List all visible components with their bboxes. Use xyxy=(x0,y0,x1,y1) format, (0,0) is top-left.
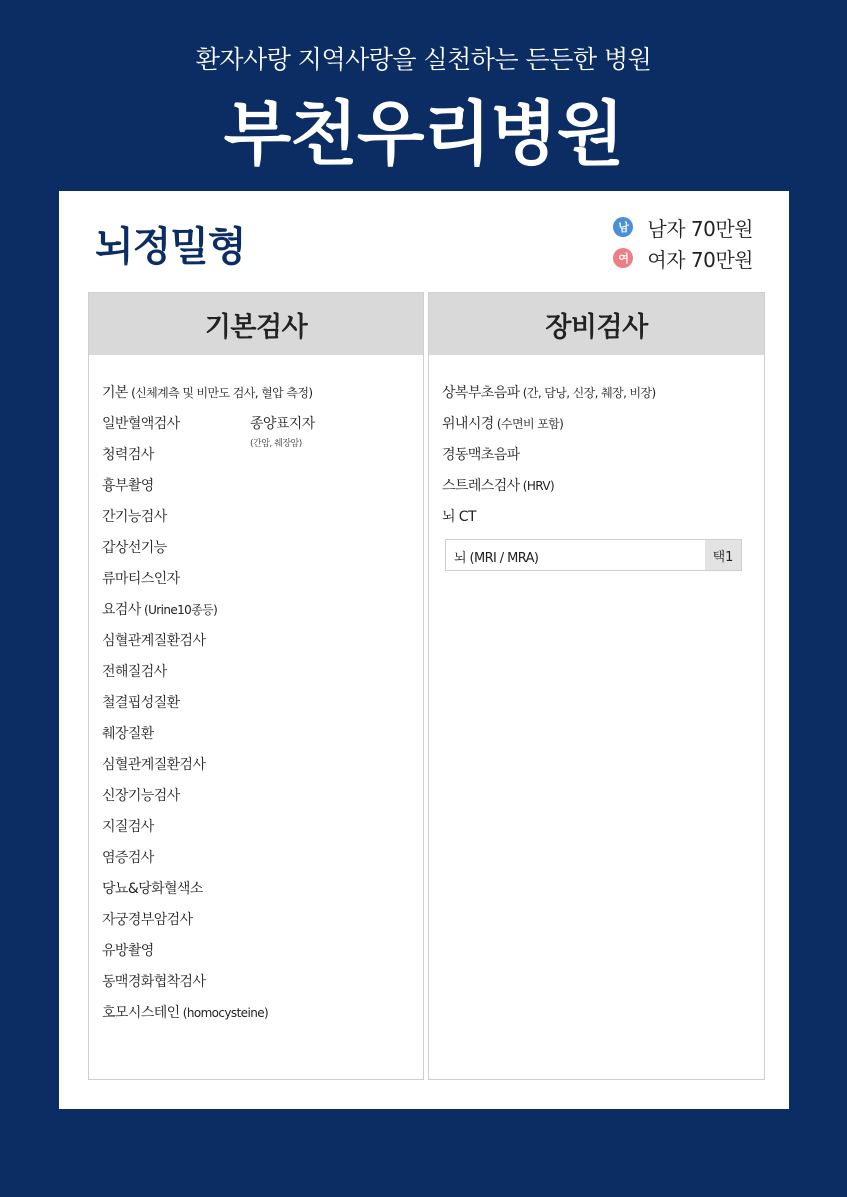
list-item xyxy=(102,1002,268,1022)
price-female xyxy=(613,245,753,271)
list-item xyxy=(102,630,205,650)
list-item-main: 일반혈액검사 xyxy=(102,416,180,432)
choice-tag: 택1 xyxy=(705,540,741,570)
male-badge-icon: 남 xyxy=(613,217,633,237)
list-item xyxy=(102,661,167,681)
list-item xyxy=(102,785,180,805)
list-item-main: 심혈관계질환검사 xyxy=(102,633,206,649)
price-female-label: 여자 70만원 xyxy=(647,247,753,272)
list-item xyxy=(102,382,312,402)
list-item-sub: (HRV) xyxy=(519,479,555,493)
list-item xyxy=(102,847,154,867)
list-item xyxy=(102,723,154,743)
list-item xyxy=(102,878,203,898)
list-item-main: 췌장질환 xyxy=(102,726,154,742)
list-item xyxy=(102,568,180,588)
list-item-main: 지질검사 xyxy=(102,819,154,835)
list-item-sub: (Urine10종등) xyxy=(140,603,218,617)
female-badge-icon: 여 xyxy=(613,248,633,268)
list-item xyxy=(102,444,154,464)
list-item-main: 심혈관계질환검사 xyxy=(102,757,206,773)
list-item xyxy=(102,537,167,557)
price-male xyxy=(613,214,753,240)
list-item-main: 동맥경화협착검사 xyxy=(102,974,206,990)
basic-exam-panel xyxy=(88,292,424,1080)
hospital-name: 부천우리병원 xyxy=(223,93,624,175)
tumor-marker-sub: (간암, 췌장암) xyxy=(250,439,302,449)
list-item-main: 전해질검사 xyxy=(102,664,167,680)
list-item-main: 간기능검사 xyxy=(102,509,167,525)
list-item xyxy=(442,475,554,495)
list-item-main: 철결핍성질환 xyxy=(102,695,180,711)
list-item xyxy=(102,909,192,929)
equipment-exam-panel xyxy=(428,292,765,1080)
package-card xyxy=(59,191,789,1109)
tagline: 환자사랑 지역사랑을 실천하는 든든한 병원 xyxy=(195,45,652,74)
list-item xyxy=(102,692,180,712)
list-item-main: 당뇨&당화혈색소 xyxy=(102,881,203,897)
list-item xyxy=(102,413,180,433)
list-item-main: 요검사 xyxy=(102,602,141,618)
list-item-sub: (간, 담낭, 신장, 췌장, 비장) xyxy=(519,386,656,400)
list-item-main: 염증검사 xyxy=(102,850,154,866)
list-item xyxy=(442,382,656,402)
list-item xyxy=(102,475,154,495)
list-item-main: 유방촬영 xyxy=(102,943,154,959)
tumor-marker-item: 종양표지자 xyxy=(250,416,315,432)
list-item-main: 뇌 CT xyxy=(442,509,476,525)
list-item-sub: (수면비 포함) xyxy=(493,417,564,431)
brain-mri-choice xyxy=(445,539,742,571)
list-item xyxy=(102,599,217,619)
choice-label: 뇌 (MRI / MRA) xyxy=(454,551,539,566)
list-item xyxy=(442,506,476,526)
list-item xyxy=(102,971,205,991)
list-item-sub: (homocysteine) xyxy=(179,1006,269,1020)
list-item-main: 류마티스인자 xyxy=(102,571,180,587)
list-item-main: 신장기능검사 xyxy=(102,788,180,804)
list-item-main: 청력검사 xyxy=(102,447,154,463)
list-item-main: 위내시경 xyxy=(442,416,494,432)
list-item-main: 상복부초음파 xyxy=(442,385,520,401)
price-male-label: 남자 70만원 xyxy=(647,216,753,241)
equipment-exam-title: 장비검사 xyxy=(429,293,764,355)
package-title: 뇌정밀형 xyxy=(95,224,246,270)
list-item xyxy=(102,940,154,960)
list-item xyxy=(102,754,205,774)
list-item-main: 자궁경부암검사 xyxy=(102,912,193,928)
list-item xyxy=(102,506,167,526)
list-item-main: 경동맥초음파 xyxy=(442,447,520,463)
list-item xyxy=(102,816,154,836)
list-item-main: 갑상선기능 xyxy=(102,540,167,556)
list-item-sub: (신체계측 및 비만도 검사, 혈압 측정) xyxy=(127,386,313,400)
list-item-main: 스트레스검사 xyxy=(442,478,520,494)
list-item xyxy=(442,413,563,433)
list-item xyxy=(442,444,520,464)
list-item-main: 흉부촬영 xyxy=(102,478,154,494)
basic-exam-title: 기본검사 xyxy=(89,293,423,355)
list-item-main: 기본 xyxy=(102,385,128,401)
list-item-main: 호모시스테인 xyxy=(102,1005,180,1021)
